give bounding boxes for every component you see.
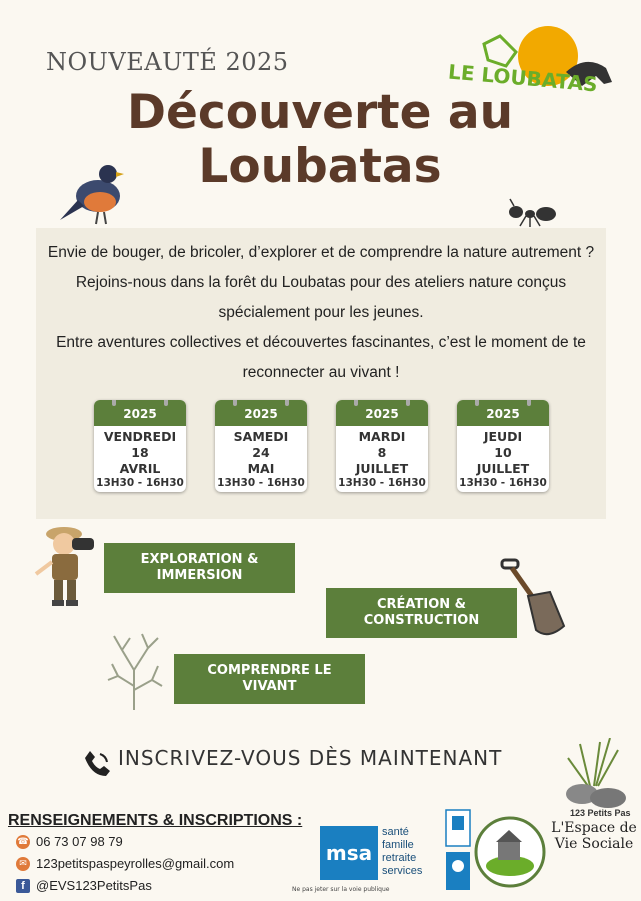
date-day: VENDREDI: [103, 429, 177, 444]
date-card: [94, 400, 186, 492]
date-month: MAI: [247, 461, 275, 476]
date-month: AVRIL: [119, 461, 161, 476]
intro-paragraph-2: Entre aventures collectives et découvertes fascinantes, c’est le moment de te reconnecter au vivant !: [56, 334, 586, 381]
msa-line: famille: [382, 839, 414, 851]
partner-badges: [444, 808, 472, 892]
date-number: 10: [494, 445, 512, 460]
date-year: 2025: [457, 400, 549, 426]
date-time: 13H30 - 16H30: [217, 477, 305, 489]
date-number: 24: [252, 445, 270, 460]
msa-line: retraite: [382, 852, 417, 864]
msa-services: [382, 826, 422, 878]
theme-exploration: EXPLORATION & IMMERSION: [104, 543, 295, 593]
theme-creation: CRÉATION & CONSTRUCTION: [326, 588, 517, 638]
date-time: 13H30 - 16H30: [459, 477, 547, 489]
title-line-2: Loubatas: [198, 139, 442, 194]
shovel-illustration: [498, 556, 568, 640]
date-day: JEUDI: [483, 429, 523, 444]
date-day: SAMEDI: [233, 429, 289, 444]
date-month: JUILLET: [476, 461, 530, 476]
evs-round-logo: [474, 816, 546, 888]
date-card: [215, 400, 307, 492]
date-day: MARDI: [358, 429, 406, 444]
contact-facebook-line: [16, 878, 152, 893]
phone-icon: [82, 748, 112, 778]
date-card: [336, 400, 428, 492]
lichen-illustration: [104, 630, 164, 714]
msa-logo: msa: [320, 826, 378, 880]
evs-name: L'Espace de Vie Sociale: [551, 820, 637, 852]
ant-illustration: [506, 198, 558, 228]
page-title: [60, 86, 580, 194]
contact-facebook: @EVS123PetitsPas: [36, 878, 152, 893]
contact-title: RENSEIGNEMENTS & INSCRIPTIONS :: [8, 812, 303, 829]
date-year: 2025: [94, 400, 186, 426]
contact-email: 123petitspaspeyrolles@gmail.com: [36, 856, 235, 871]
intro-paragraph-1: Envie de bouger, de bricoler, d’explorer et de comprendre la nature autrement ? Rejoins-nous dans la forêt du Loubatas pour des ateliers nature conçus spécialement pour les jeunes.: [47, 244, 595, 321]
phone-small-icon: ☎: [16, 835, 30, 849]
footnote: Ne pas jeter sur la voie publique: [292, 886, 390, 893]
intro-text: [40, 238, 602, 388]
date-month: JUILLET: [355, 461, 409, 476]
explorer-illustration: [34, 522, 98, 610]
grass-stones-illustration: [560, 738, 632, 810]
msa-line: services: [382, 865, 423, 877]
contact-phone-line: [16, 834, 123, 849]
contact-email-line: [16, 856, 234, 871]
date-number: 8: [377, 445, 387, 460]
theme-vivant: COMPRENDRE LE VIVANT: [174, 654, 365, 704]
date-time: 13H30 - 16H30: [96, 477, 184, 489]
bird-illustration: [58, 160, 128, 230]
date-time: 13H30 - 16H30: [338, 477, 426, 489]
date-year: 2025: [215, 400, 307, 426]
title-line-1: Découverte au: [126, 85, 514, 140]
evs-small-title: 123 Petits Pas: [570, 808, 631, 818]
contact-phone: 06 73 07 98 79: [36, 834, 123, 849]
logo-text: LE LOUBATAS: [447, 59, 599, 97]
date-number: 18: [131, 445, 149, 460]
email-icon: ✉: [16, 857, 30, 871]
facebook-icon: f: [16, 879, 30, 893]
date-year: 2025: [336, 400, 428, 426]
msa-line: santé: [382, 826, 409, 838]
kicker: NOUVEAUTÉ 2025: [46, 48, 289, 76]
signup-cta: INSCRIVEZ-VOUS DÈS MAINTENANT: [118, 746, 503, 770]
date-card: [457, 400, 549, 492]
